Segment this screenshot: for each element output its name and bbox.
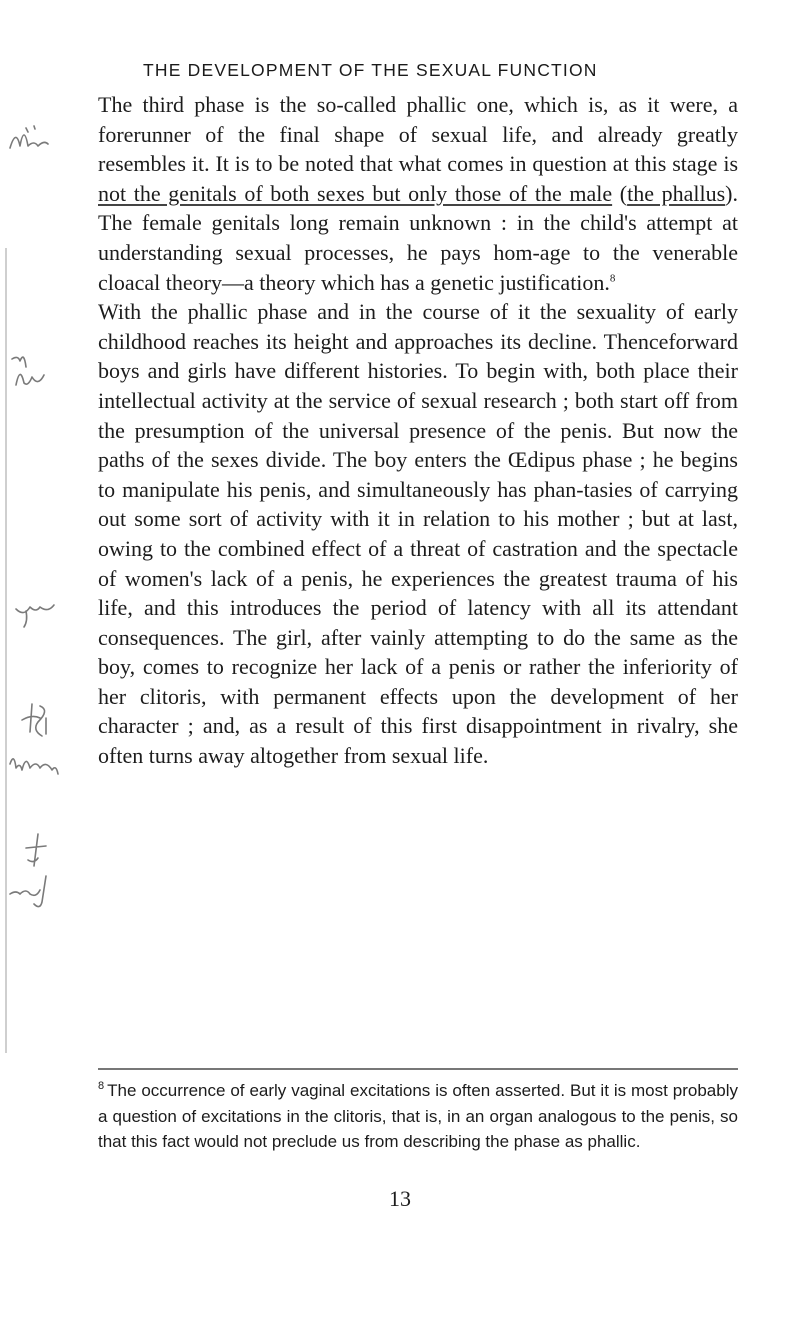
footnote-text: The occurrence of early vaginal excitations is often asserted. But it is most probably a question of excitations in the clitoris, that is, in an organ analogous to the penis, so that this fact would not preclude us from describing the phase as phallic. [98, 1081, 738, 1151]
running-header: THE DEVELOPMENT OF THE SEXUAL FUNCTION [143, 60, 598, 80]
margin-annotation-5 [2, 740, 62, 780]
main-text [98, 90, 738, 771]
paragraph-1: The third phase is the so-called phallic one, which is, as it were, a forerunner of the final shape of sexual life, and already greatly resembles it. It is to be noted that what comes in question at this stage is not the genitals of both sexes but only those of the male (the phallus). The female genitals long remain unknown : in the child's attempt at understanding sexual processes, he pays hom-age to the venerable cloacal theory—a theory which has a genetic justification.$^8$ [98, 92, 738, 295]
underlined-phrase-2: the phallus [627, 180, 726, 206]
footnote-divider [98, 1068, 738, 1070]
underlined-phrase-1: not the genitals of both sexes but only those of the male [98, 180, 613, 206]
margin-annotation-6 [2, 830, 62, 870]
page-number: 13 [389, 1186, 411, 1211]
margin-annotation-1 [2, 120, 62, 160]
margin-annotation-7 [2, 870, 62, 910]
footnote-reference: 8 [609, 272, 616, 285]
footnote-mark: 8 [98, 1080, 105, 1093]
margin-annotation-4 [2, 698, 62, 738]
margin-annotation-2 [2, 345, 62, 385]
margin-annotation-3 [2, 595, 62, 635]
footnote [98, 1078, 738, 1155]
paragraph-2: With the phallic phase and in the course of it the sexuality of early childhood reaches its height and approaches its decline. Thenceforward boys and girls have different histories. To begin with, both place their intellectual activity at the service of sexual research ; both start off from the presumption of the universal presence of the penis. But now the paths of the sexes divide. The boy enters the Œdipus phase ; he begins to manipulate his penis, and simultaneously has phan-tasies of carrying out some sort of activity with it in relation to his mother ; but at last, owing to the combined effect of a threat of castration and the spectacle of women's lack of a penis, he experiences the greatest trauma of his life, and this introduces the period of latency with all its attendant consequences. The girl, after vainly attempting to do the same as the boy, comes to recognize her lack of a penis or rather the inferiority of her clitoris, with permanent effects upon the development of her character ; and, as a result of this first disappointment in rivalry, she often turns away altogether from sexual life. [98, 299, 738, 769]
